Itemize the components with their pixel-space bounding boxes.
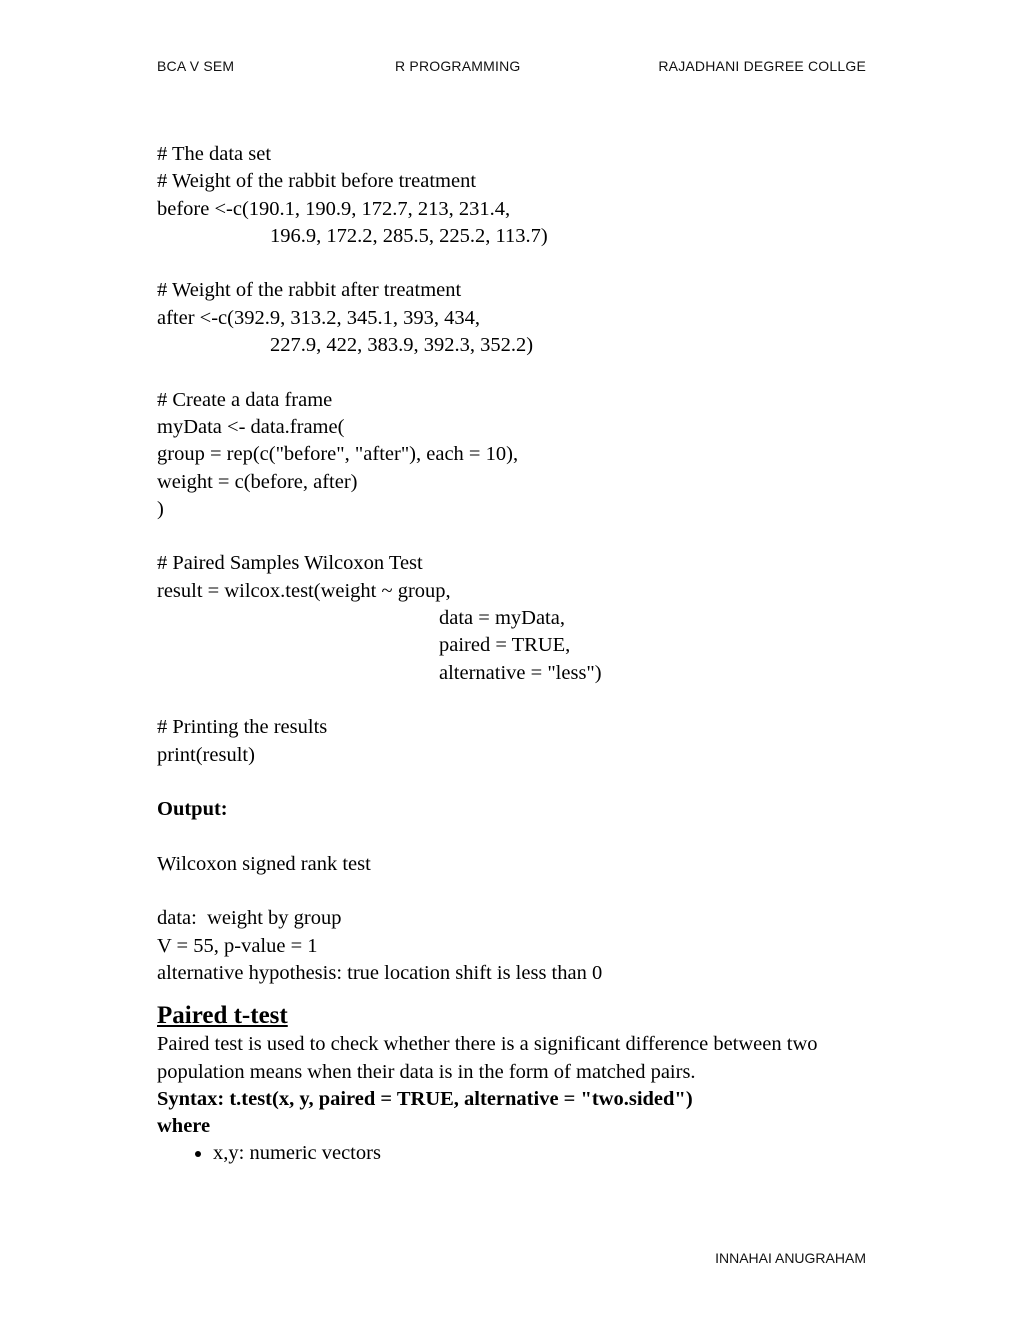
header-center: R PROGRAMMING	[395, 58, 521, 74]
code-line: paired = TRUE,	[439, 634, 571, 657]
syntax-line: Syntax: t.test(x, y, paired = TRUE, alternative = "two.sided")	[157, 1087, 693, 1110]
code-line: # Printing the results	[157, 716, 328, 739]
code-line: group = rep(c("before", "after"), each = 10),	[157, 443, 519, 466]
header-left: BCA V SEM	[157, 58, 235, 74]
code-line: # Create a data frame	[157, 388, 333, 411]
code-line: # Weight of the rabbit after treatment	[157, 279, 462, 302]
output-line: data: weight by group	[157, 907, 342, 930]
code-line: print(result)	[157, 743, 255, 766]
code-line: before <-c(190.1, 190.9, 172.7, 213, 231.4,	[157, 197, 511, 220]
code-line: after <-c(392.9, 313.2, 345.1, 393, 434,	[157, 306, 480, 329]
output-line: V = 55, p-value = 1	[157, 934, 318, 957]
code-line: alternative = "less")	[439, 661, 602, 684]
section-heading: Paired t-test	[157, 1002, 288, 1030]
where-label: where	[157, 1115, 211, 1138]
code-line: weight = c(before, after)	[157, 470, 358, 493]
output-label: Output:	[157, 798, 228, 821]
list-item: • x,y: numeric vectors	[213, 1140, 877, 1167]
code-line: )	[157, 497, 164, 520]
output-line: Wilcoxon signed rank test	[157, 852, 371, 875]
header-right: RAJADHANI DEGREE COLLGE	[658, 58, 866, 74]
code-line: myData <- data.frame(	[157, 415, 345, 438]
code-line: 227.9, 422, 383.9, 392.3, 352.2)	[270, 334, 534, 357]
code-line: # The data set	[157, 143, 272, 165]
page-content	[157, 141, 877, 1168]
code-line: result = wilcox.test(weight ~ group,	[157, 579, 451, 602]
code-line: # Paired Samples Wilcoxon Test	[157, 552, 423, 575]
argument-list	[157, 1140, 877, 1167]
output-line: alternative hypothesis: true location shift is less than 0	[157, 961, 603, 984]
section-description: Paired test is used to check whether there is a significant difference between two population means when their data is in the form of matched pairs.	[157, 1033, 818, 1083]
code-line: # Weight of the rabbit before treatment	[157, 170, 477, 193]
code-line: 196.9, 172.2, 285.5, 225.2, 113.7)	[270, 224, 548, 247]
footer-author: INNAHAI ANUGRAHAM	[715, 1250, 866, 1266]
code-line: data = myData,	[439, 607, 565, 630]
